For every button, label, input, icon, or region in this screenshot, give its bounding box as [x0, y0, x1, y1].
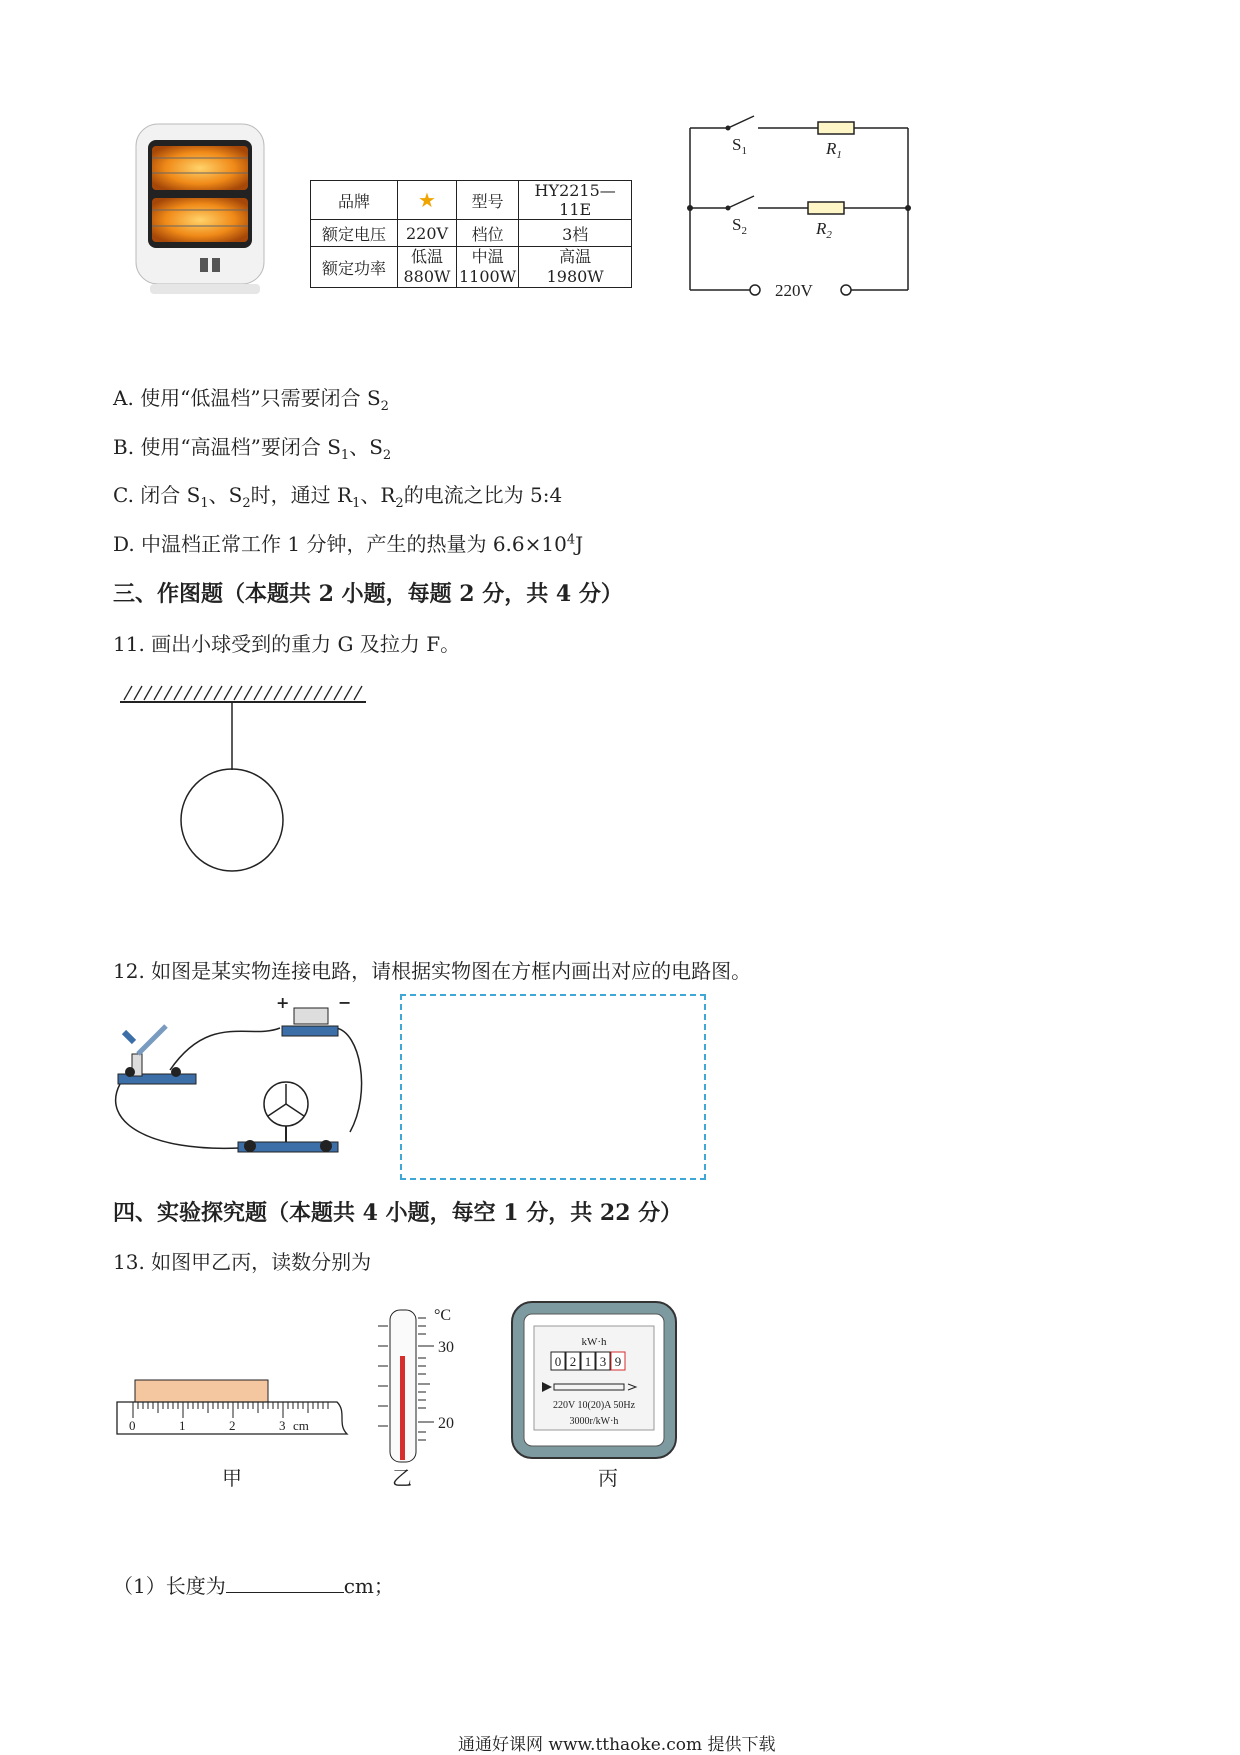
- meter-digit-3: 3: [599, 1354, 607, 1369]
- electricity-meter-figure: [510, 1300, 680, 1462]
- model-value: HY2215—11E: [519, 181, 632, 220]
- power-label: 额定功率: [311, 247, 398, 288]
- resistor-r2-label: $R_2$: [816, 219, 832, 241]
- gear-value: 3档: [519, 220, 632, 247]
- voltage-label: 额定电压: [311, 220, 398, 247]
- option-a: A. 使用“低温档”只需要闭合 $S_2$: [113, 386, 389, 414]
- section3-title: 三、作图题（本题共 2 小题，每题 2 分，共 4 分）: [113, 581, 623, 607]
- ruler-tick-2: 2: [229, 1418, 236, 1433]
- ruler-figure: [115, 1376, 355, 1446]
- high-power: 高温 1980W: [519, 247, 632, 288]
- question-12: 12. 如图是某实物连接电路，请根据实物图在方框内画出对应的电路图。: [113, 959, 752, 983]
- figure-label-yi: 乙: [392, 1466, 412, 1490]
- thermometer-20: 20: [438, 1415, 454, 1432]
- question-11: 11. 画出小球受到的重力 G 及拉力 F。: [113, 632, 461, 656]
- hanging-ball-figure: [118, 680, 378, 880]
- voltage-value: 220V: [398, 220, 457, 247]
- option-d: D. 中温档正常工作 1 分钟，产生的热量为 $6.6\times 10^4J$: [113, 532, 584, 556]
- brand-label: 品牌: [311, 181, 398, 220]
- mid-power: 中温 1100W: [457, 247, 519, 288]
- meter-unit: kW·h: [581, 1336, 607, 1348]
- answer-blank[interactable]: [226, 1574, 344, 1593]
- thermometer-figure: [378, 1306, 468, 1466]
- brand-logo-star-icon: ★: [398, 181, 457, 220]
- footer-text: 通通好课网 www.tthaoke.com 提供下载: [458, 1735, 776, 1755]
- gear-label: 档位: [457, 220, 519, 247]
- switch-s2-label: $S_2$: [732, 215, 747, 237]
- meter-digit-0: 0: [554, 1354, 562, 1369]
- question-13-part-1: （1）长度为 cm；: [113, 1574, 394, 1598]
- switch-s1-label: $S_1$: [732, 135, 747, 157]
- thermometer-30: 30: [438, 1339, 454, 1356]
- physical-circuit-figure: [110, 992, 370, 1172]
- thermometer-unit: °C: [434, 1307, 452, 1324]
- meter-spec-2: 3000r/kW·h: [569, 1416, 619, 1427]
- battery-plus-label: +: [276, 993, 290, 1012]
- resistor-r1-label: $R_1$: [826, 139, 842, 161]
- ruler-tick-1: 1: [179, 1418, 186, 1433]
- spec-table: [310, 180, 632, 288]
- power-source-label: 220V: [775, 281, 813, 300]
- ruler-tick-0: 0: [129, 1418, 136, 1433]
- meter-spec-1: 220V 10(20)A 50Hz: [552, 1400, 636, 1411]
- meter-digit-4: 9: [614, 1354, 622, 1369]
- battery-minus-label: −: [338, 993, 352, 1012]
- figure-label-jia: 甲: [222, 1466, 242, 1490]
- model-label: 型号: [457, 181, 519, 220]
- section4-title: 四、实验探究题（本题共 4 小题，每空 1 分，共 22 分）: [113, 1200, 683, 1226]
- heater-circuit-diagram: [680, 112, 920, 312]
- heater-image: [130, 118, 280, 303]
- meter-digit-1: 2: [569, 1354, 577, 1369]
- low-power: 低温 880W: [398, 247, 457, 288]
- answer-box[interactable]: [400, 994, 706, 1180]
- ruler-tick-3: 3: [279, 1418, 286, 1433]
- ruler-unit: cm: [293, 1418, 309, 1433]
- option-b: B. 使用“高温档”要闭合 $S_1$、$S_2$: [113, 435, 392, 463]
- meter-digit-2: 1: [584, 1354, 592, 1369]
- question-13: 13. 如图甲乙丙，读数分别为: [113, 1250, 372, 1274]
- figure-label-bing: 丙: [598, 1466, 618, 1490]
- option-c: C. 闭合 $S_1$、$S_2$时，通过 $R_1$、$R_2$的电流之比为 5:4: [113, 483, 563, 511]
